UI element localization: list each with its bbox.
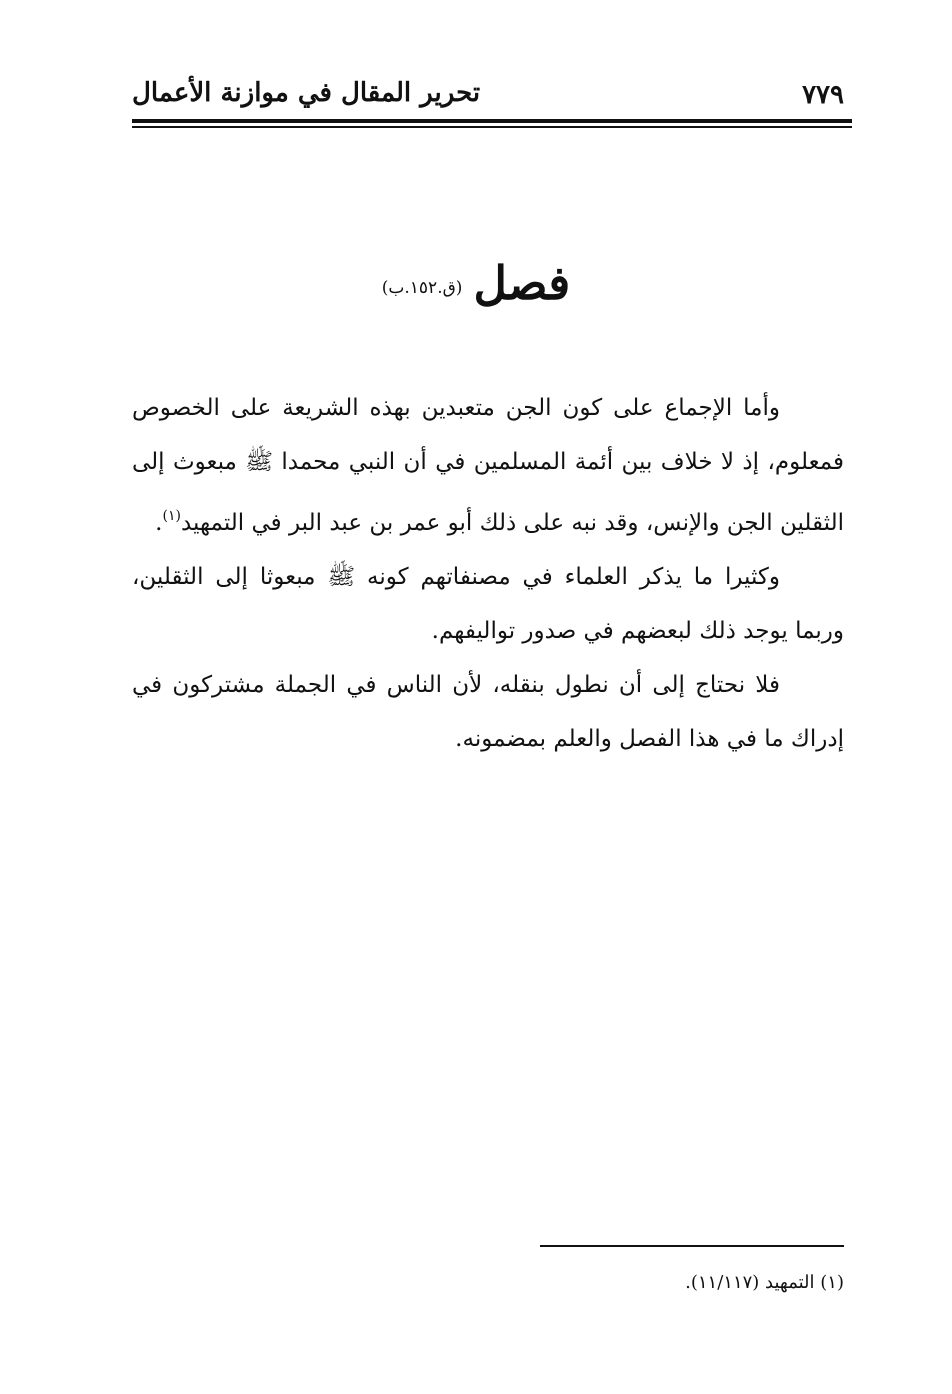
paragraph-2-text: وكثيرا ما يذكر العلماء في مصنفاتهم كونه ﷺ مبعوثا إلى الثقلين، وربما يوجد ذلك لبعضهم في صدور تواليفهم. (132, 564, 844, 644)
paragraph-1-text: وأما الإجماع على كون الجن متعبدين بهذه الشريعة على الخصوص فمعلوم، إذ لا خلاف بين أئمة المسلمين في أن النبي محمدا ﷺ مبعوث إلى الثقلين الجن والإنس، وقد نبه على ذلك أبو عمر بن عبد البر في التمهيد (132, 395, 844, 536)
running-head (132, 78, 844, 118)
book-title: تحرير المقال في موازنة الأعمال (132, 78, 481, 108)
footnote-1: (١) التمهيد (١١/١١٧). (685, 1272, 844, 1293)
paragraph-2 (132, 550, 844, 658)
footnote-separator (540, 1245, 844, 1247)
folio-reference: (ق.١٥٢.ب) (381, 278, 463, 298)
paragraph-1 (132, 381, 844, 550)
paragraph-3-text: فلا نحتاج إلى أن نطول بنقله، لأن الناس في الجملة مشتركون في إدراك ما في هذا الفصل والعلم بمضمونه. (132, 672, 844, 752)
body-text (132, 381, 844, 766)
footnote-marker[interactable]: (١) (162, 508, 181, 524)
header-rule-thick (132, 119, 852, 123)
paragraph-1-end: . (155, 510, 163, 536)
header-rule-thin (132, 126, 852, 128)
paragraph-3 (132, 658, 844, 766)
page-number: ٧٧٩ (802, 80, 844, 110)
section-title: فصل (473, 256, 571, 310)
section-heading (0, 256, 952, 310)
